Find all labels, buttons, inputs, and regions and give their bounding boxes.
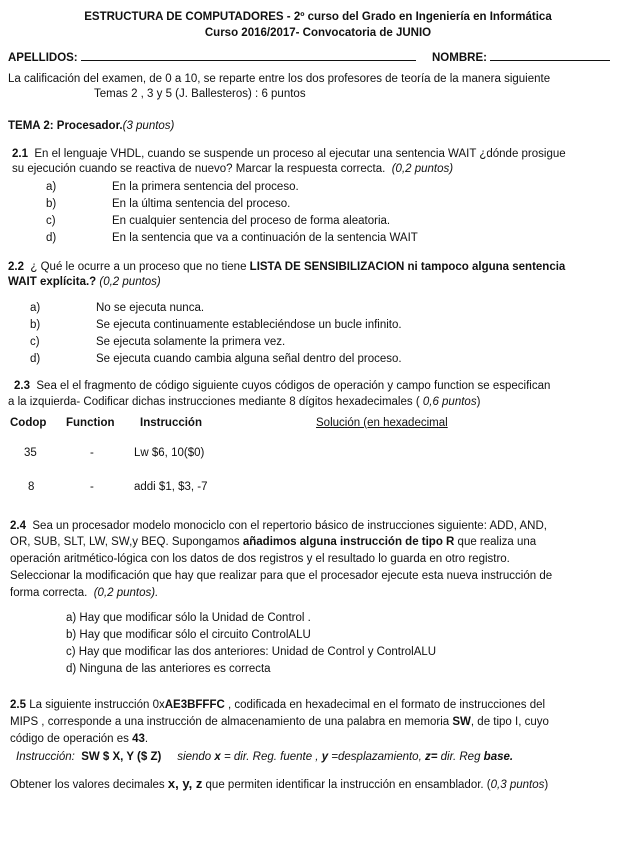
q25-final-c: que permiten identificar la instrucción en ensamblador. ( (202, 779, 491, 791)
q25-instr-format: SW $ X, Y ($ Z) (81, 751, 162, 763)
apellidos-blank (81, 50, 416, 61)
q24-text-2a: OR, SUB, SLT, LW, SW,y BEQ. Supongamos (10, 536, 243, 548)
q25-final-vars: x, y, z (167, 776, 203, 791)
q21-option (46, 180, 299, 195)
q21-option-label: c) (46, 215, 56, 227)
q25-instr-base: base. (483, 751, 514, 763)
q24-text-1: Sea un procesador modelo monociclo con el repertorio básico de instrucciones siguiente: ADD, AND, (32, 520, 547, 532)
q24-line-5 (10, 586, 158, 601)
q25-instr-z: z= (424, 751, 438, 763)
q21-option-label: a) (46, 181, 57, 193)
q25-hex-code: AE3BFFFC (164, 699, 225, 711)
q23-close: ) (476, 396, 481, 408)
q22-line-2 (8, 275, 161, 290)
q22-option-label: b) (30, 319, 41, 331)
nombre-label: NOMBRE: (432, 52, 487, 64)
q21-option (46, 231, 418, 246)
q22-line-1 (8, 260, 565, 275)
q24-option: c) Hay que modificar las dos anteriores: Unidad de Control y ControlALU (66, 646, 437, 658)
grading-line-2: Temas 2 , 3 y 5 (J. Ballesteros) : 6 puntos (94, 88, 306, 100)
q22-option-text: Se ejecuta solamente la primera vez. (96, 336, 286, 348)
q24-text-5: forma correcta. (10, 587, 88, 599)
table-cell-function: - (90, 481, 94, 493)
q21-line-2 (12, 162, 453, 177)
exam-subtitle: Curso 2016/2017- Convocatoria de JUNIO (204, 27, 432, 39)
q21-text-1: En el lenguaje VHDL, cuando se suspende un proceso al ejecutar una sentencia WAIT ¿dónde prosigue (34, 148, 566, 160)
section-points: (3 puntos) (122, 120, 175, 132)
q24-line-1 (10, 519, 547, 534)
q24-option: d) Ninguna de las anteriores es correcta (66, 663, 271, 675)
q25-text-2a: MIPS , corresponde a una instrucción de almacenamiento de una palabra en memoria (10, 716, 453, 728)
table-cell-instruccion: Lw $6, 10($0) (134, 447, 205, 459)
q25-sw: SW (452, 716, 471, 728)
q23-line-1 (14, 379, 550, 394)
q22-text-1b: LISTA DE SENSIBILIZACION ni tampoco alguna sentencia (249, 261, 566, 273)
q21-option-label: b) (46, 198, 57, 210)
q24-line-3: operación aritmético-lógica con los datos de dos registros y el resultado lo guarda en otro registro. (10, 553, 510, 565)
q25-final-close: ) (544, 779, 549, 791)
q23-text-1: Sea el el fragmento de código siguiente cuyos códigos de operación y campo function se especifican (36, 380, 551, 392)
q22-option-text: Se ejecuta continuamente estableciéndose un bucle infinito. (96, 319, 402, 331)
q21-number: 2.1 (12, 148, 28, 160)
q25-instr-y: y (321, 751, 329, 763)
table-header-codop: Codop (10, 417, 47, 429)
q25-instr-x: x (214, 751, 221, 763)
q25-text-2c: , de tipo I, cuyo (470, 716, 549, 728)
table-cell-function: - (90, 447, 94, 459)
section-title (8, 119, 174, 134)
q25-instr-desc-1: siendo (177, 751, 215, 763)
q25-instr-desc-4: dir. Reg (437, 751, 484, 763)
q24-points: (0,2 puntos). (93, 587, 159, 599)
q24-option: b) Hay que modificar sólo el circuito ControlALU (66, 629, 311, 641)
q25-number: 2.5 (10, 699, 26, 711)
q24-text-2b: añadimos alguna instrucción de tipo R (242, 536, 455, 548)
q22-number: 2.2 (8, 261, 24, 273)
q21-line-1 (12, 147, 566, 162)
q23-line-2 (8, 395, 480, 410)
q25-line-3 (10, 732, 148, 747)
q24-line-2 (10, 535, 536, 550)
q21-text-2: su ejecución cuando se reactiva de nuevo? Marcar la respuesta correcta. (12, 163, 386, 175)
q21-option-label: d) (46, 232, 57, 244)
q22-text-2: WAIT explícita.? (8, 276, 97, 288)
q24-number: 2.4 (10, 520, 26, 532)
q25-line-2 (10, 715, 549, 730)
q22-option-label: d) (30, 353, 41, 365)
q25-text-3c: . (144, 733, 149, 745)
q22-option-label: a) (30, 302, 41, 314)
apellidos-label: APELLIDOS: (8, 52, 78, 64)
q25-opcode: 43 (132, 733, 145, 745)
q21-option (46, 214, 390, 229)
q22-option (30, 318, 402, 333)
section-title-text: TEMA 2: Procesador. (8, 120, 123, 132)
q22-option (30, 301, 204, 316)
q21-option-text: En la primera sentencia del proceso. (112, 181, 299, 193)
q25-text-3a: código de operación es (10, 733, 133, 745)
q25-instr-desc-3: =desplazamiento, (328, 751, 425, 763)
exam-title: ESTRUCTURA DE COMPUTADORES - 2º curso del Grado en Ingeniería en Informática (84, 11, 552, 23)
q25-final-a: Obtener los valores decimales (10, 779, 168, 791)
q21-option (46, 197, 290, 212)
q21-option-text: En la última sentencia del proceso. (112, 198, 291, 210)
q22-text-1a: ¿ Qué le ocurre a un proceso que no tiene (30, 261, 250, 273)
table-header-function: Function (66, 417, 115, 429)
q22-option (30, 352, 402, 367)
table-header-solucion: Solución (en hexadecimal (316, 417, 448, 429)
q25-instruction-format (16, 750, 513, 765)
q22-option-label: c) (30, 336, 40, 348)
q25-instr-label: Instrucción: (16, 751, 75, 763)
nombre-blank (490, 50, 610, 61)
q21-points: (0,2 puntos) (391, 163, 454, 175)
table-cell-codop: 8 (28, 481, 35, 493)
q23-points: 0,6 puntos (422, 396, 477, 408)
q21-option-text: En la sentencia que va a continuación de la sentencia WAIT (112, 232, 418, 244)
nombre-field (432, 50, 610, 66)
q25-line-1 (10, 698, 545, 713)
grading-line-1: La calificación del examen, de 0 a 10, se reparte entre los dos profesores de teoría de la manera siguiente (8, 73, 551, 85)
q21-option-text: En cualquier sentencia del proceso de forma aleatoria. (112, 215, 391, 227)
table-cell-codop: 35 (24, 447, 37, 459)
q22-option-text: No se ejecuta nunca. (96, 302, 205, 314)
q24-text-2c: que realiza una (454, 536, 537, 548)
q25-instr-desc-2: = dir. Reg. fuente , (220, 751, 322, 763)
q22-points: (0,2 puntos) (99, 276, 161, 288)
table-cell-instruccion: addi $1, $3, -7 (134, 481, 208, 493)
q24-line-4: Seleccionar la modificación que hay que realizar para que el procesador ejecute esta nueva instrucción de (10, 570, 553, 582)
q25-text-1c: , codificada en hexadecimal en el formato de instrucciones del (224, 699, 546, 711)
q22-option (30, 335, 285, 350)
q25-final-line (10, 776, 548, 793)
q22-option-text: Se ejecuta cuando cambia alguna señal dentro del proceso. (96, 353, 402, 365)
apellidos-field (8, 50, 416, 66)
q24-option: a) Hay que modificar sólo la Unidad de Control . (66, 612, 311, 624)
q23-text-2: a la izquierda- Codificar dichas instrucciones mediante 8 dígitos hexadecimales ( (8, 396, 420, 408)
q23-number: 2.3 (14, 380, 30, 392)
q25-final-points: 0,3 puntos (490, 779, 545, 791)
table-header-instruccion: Instrucción (140, 417, 202, 429)
q25-text-1a: La siguiente instrucción 0x (29, 699, 165, 711)
